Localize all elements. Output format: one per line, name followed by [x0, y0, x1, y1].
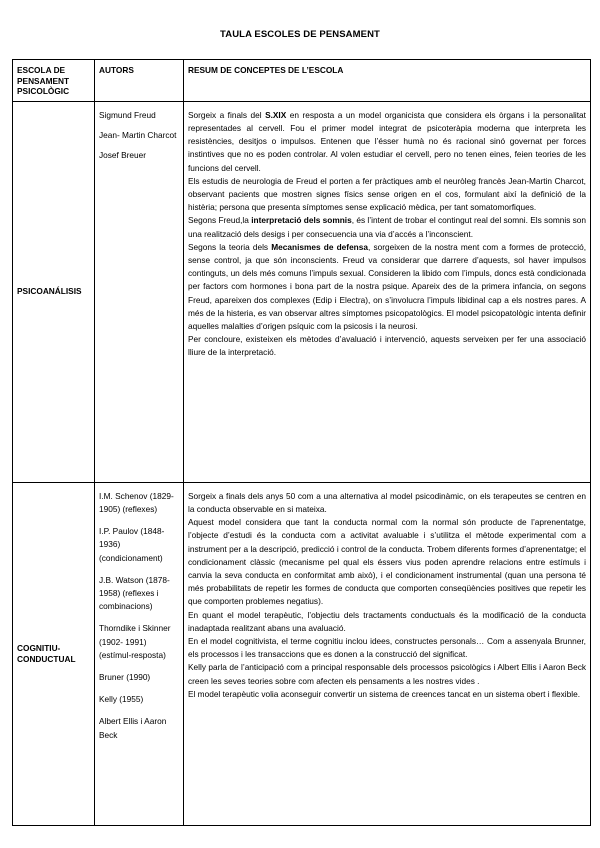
school-name: COGNITIU-CONDUCTUAL [13, 482, 95, 825]
author-item: Kelly (1955) [99, 694, 144, 705]
author-item: Thorndike i Skinner (1902- 1991) (estímul-resposta) [99, 623, 171, 660]
author-item: I.M. Schenov (1829- 1905) (reflexes) [99, 490, 174, 514]
summary-paragraph: En el model cognitivista, el terme cognitiu inclou idees, constructes personals… Com a assenyala Brunner, els processos i les transaccions que es donen a la construcció del significat. [188, 636, 586, 660]
table-row-psychoanalysis [13, 101, 591, 482]
authors-cell [95, 482, 184, 825]
summary-paragraph: El model terapèutic volia aconseguir convertir un sistema de creences tancat en un sistema obert i flexible. [188, 688, 580, 699]
author-item: I.P. Paulov (1848- 1936) (condicionament) [99, 526, 165, 563]
summary-paragraph: Aquest model considera que tant la conducta normal com la normal són producte de l’aprenentatge, l’objecte d’estudi és la conducta com a activitat avaluable i s’utilitza el mètode experimental com a instrument per a la descripció, predicció i control de la conducta. Trobem diferents formes d’aprenentatge; el condicionament clàssic (mecanisme pel qual els éssers vius poden aprendre relacions entre estímuls i canvia la seva conducta en conformitat amb això), i el condicionament instrumental (quan una persona té més probabilitats de repetir les formes de conducta que comporten conseqüències positives que repetir les que comporten problemes negatius). [188, 517, 586, 607]
summary-paragraph: En quant el model terapèutic, l’objectiu dels tractaments conductuals és la modificació de la conducta inadaptada realitzant abans una avaluació. [188, 609, 586, 633]
summary-cell [184, 101, 591, 482]
author-item: Albert Ellis i Aaron Beck [99, 716, 167, 740]
summary-paragraph: Per concloure, existeixen els mètodes d’avaluació i intervenció, aquests serveixen per fer una associació lliure de la interpretació. [188, 334, 586, 358]
summary-cell [184, 482, 591, 825]
header-summary: RESUM DE CONCEPTES DE L’ESCOLA [184, 60, 591, 102]
summary-paragraph: Sorgeix a finals del S.XIX en resposta a un model organicista que considera els òrgans i la personalitat representades al cervell. Fou el primer model integrat de psicoteràpia moderna que interpreta les resistències, desitjos o impulsos. Entenen que l’ésser humà no és racional sinó governat per forces instintives que no es poden controlar. Al volen estudiar el cervell, pero no tenen eines, feien teories de les funcions del cervell. [188, 109, 586, 173]
summary-paragraph: Sorgeix a finals dels anys 50 com a una alternativa al model psicodinàmic, on els terapeutes se centren en la conducta observable en si mateixa. [188, 490, 586, 514]
table-header-row [13, 60, 591, 102]
header-authors: AUTORS [95, 60, 184, 102]
document-title: TAULA ESCOLES DE PENSAMENT [220, 29, 380, 40]
schools-table [12, 59, 591, 826]
school-name: PSICOANÁLISIS [13, 101, 95, 482]
author-item: Jean- Martin Charcot [99, 129, 177, 140]
author-item: Sigmund Freud [99, 109, 156, 120]
summary-paragraph: Els estudis de neurologia de Freud el porten a fer pràctiques amb el neuròleg francès Jean-Martin Charcot, observant pacients que mostren signes físics sense origen en el cos, formulant així la definició de la histèria; persona que presenta símptomes sense explicació mèdica, per tant somatomorfiques. [188, 175, 586, 213]
author-item: J.B. Watson (1878- 1958) (reflexes i combinacions) [99, 574, 170, 612]
table-row-cognitive-behavioral [13, 482, 591, 825]
authors-cell [95, 101, 184, 482]
summary-paragraph: Kelly parla de l’anticipació com a principal responsable dels processos psicològics i Albert Ellis i Aaron Beck creen les seves teories sobre com afecten els pensaments a les nostres vides . [188, 662, 586, 686]
author-item: Josef Breuer [99, 150, 147, 161]
author-item: Bruner (1990) [99, 672, 151, 683]
summary-paragraph: Segons la teoria dels Mecanismes de defensa, sorgeixen de la nostra ment com a formes de protecció, sense control, ja que són inconscients. Freud va considerar que darrere d’aquests, sol haver impulsos continguts, un dels més comuns l’impuls sexual. Consideren la libido com l’impuls, doncs està condicionada per factors com hormones i bona part de la nostra psique. Apareix des de la primera infancia, on segons Freud, apareixen dos complexes (Edip i Electra), on s’involucra l’impuls libidinal cap a els nostres pares. A més de la histeria, es van observar altres símptomes psicopatològics. El model psicopatològic intenta definir aquelles malalties d’origen psíquic com la psicosis i la neurosi. [188, 241, 586, 332]
summary-paragraph: Segons Freud,la interpretació dels somnis, és l’intent de trobar el contingut real del somni. Els somnis son una realització dels desigs i per consecuencia una via d’accés a l’inconscient. [188, 215, 587, 239]
header-school: ESCOLA DE PENSAMENT PSICOLÒGIC [13, 60, 95, 102]
